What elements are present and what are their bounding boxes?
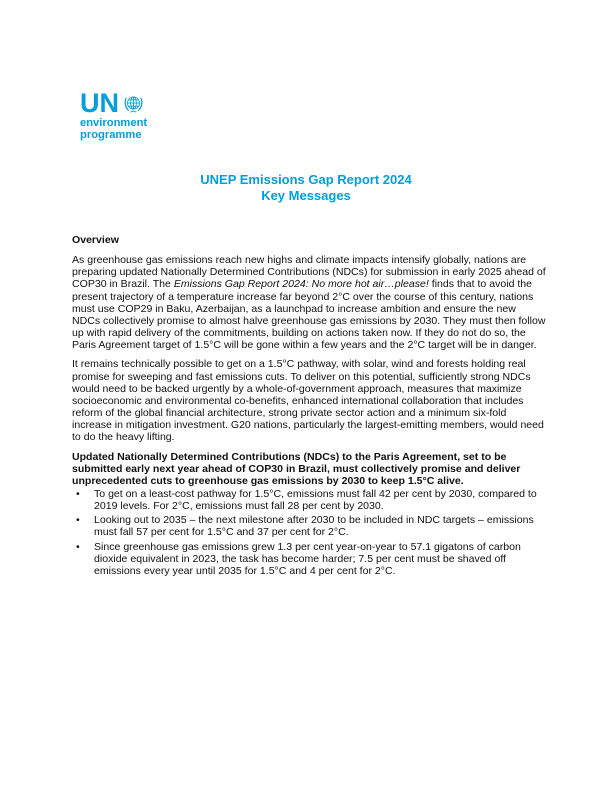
bullet-icon: • [76,514,80,527]
bullet-list [72,488,546,577]
report-title-line: UNEP Emissions Gap Report 2024 [200,172,412,187]
bullet-icon: • [76,487,80,500]
logo-top-row [80,89,190,117]
list-item [72,541,546,577]
overview-paragraph-2: It remains technically possible to get on a 1.5°C pathway, with solar, wind and forests holding real promise for sweeping and fast emissions cuts. To deliver on this potential, sufficiently strong NDCs would need to be backed urgently by a whole-of-government approach, measures that maximize socioeconomic and environmental co-benefits, enhanced international collaboration that includes reform of the global financial architecture, strong private sector action and a minimum six-fold increase in mitigation investment. G20 nations, particularly the largest-emitting members, would need to do the heavy lifting. [72,358,544,444]
logo-un-text: UN [80,88,119,118]
logo-environment-text: environment [80,117,148,129]
list-item [72,514,546,538]
un-emblem-icon [122,92,145,115]
overview-paragraph-1 [72,254,546,351]
list-item-text: Since greenhouse gas emissions grew 1.3 per cent year-on-year to 57.1 gigatons of carbon dioxide equivalent in 2023, the task has become harder; 7.5 per cent must be shaved off emissions every year until 2035 for 1.5°C and 4 per cent for 2°C. [94,540,521,577]
list-item [72,488,546,512]
overview-section [72,234,546,579]
paragraph-text: finds that to avoid the present trajectory of a temperature increase far beyond 2°C over the course of this century, nations must use COP29 in Baku, Azerbaijan, as a launchpad to increase ambition and ensure the new NDCs collectively promise to almost halve greenhouse gas emissions by 2030. They must then follow up with rapid delivery of the commitments, building on actions taken now. If they do not do so, the Paris Agreement target of 1.5°C will be gone within a few years and the 2°C target will be in danger. [72,278,546,352]
report-title-italic: Emissions Gap Report 2024: No more hot air…please! [173,278,429,291]
list-item-text: Looking out to 2035 – the next milestone after 2030 to be included in NDC targets – emissions must fall 57 per cent for 1.5°C and 37 per cent for 2°C. [94,514,534,539]
list-item-text: To get on a least-cost pathway for 1.5°C, emissions must fall 42 per cent by 2030, compared to 2019 levels. For 2°C, emissions must fall 28 per cent by 2030. [94,487,537,513]
unep-logo [80,89,190,149]
logo-programme-text: programme [80,129,142,141]
bullet-icon: • [76,540,80,553]
report-title [0,172,612,204]
report-subtitle-line: Key Messages [261,188,351,203]
section-heading: Overview [72,234,119,246]
key-message: Updated Nationally Determined Contributions (NDCs) to the Paris Agreement, set to be submitted early next year ahead of COP30 in Brazil, must collectively promise and deliver unprecedented cuts to greenhouse gas emissions by 2030 to keep 1.5°C alive. [72,450,521,487]
paragraph-text: As greenhouse gas emissions reach new highs and climate impacts intensify globally, nations are preparing updated Nationally Determined Contributions (NDCs) for submission in early 2025 ahead of COP30 in Brazil. The [72,254,546,291]
